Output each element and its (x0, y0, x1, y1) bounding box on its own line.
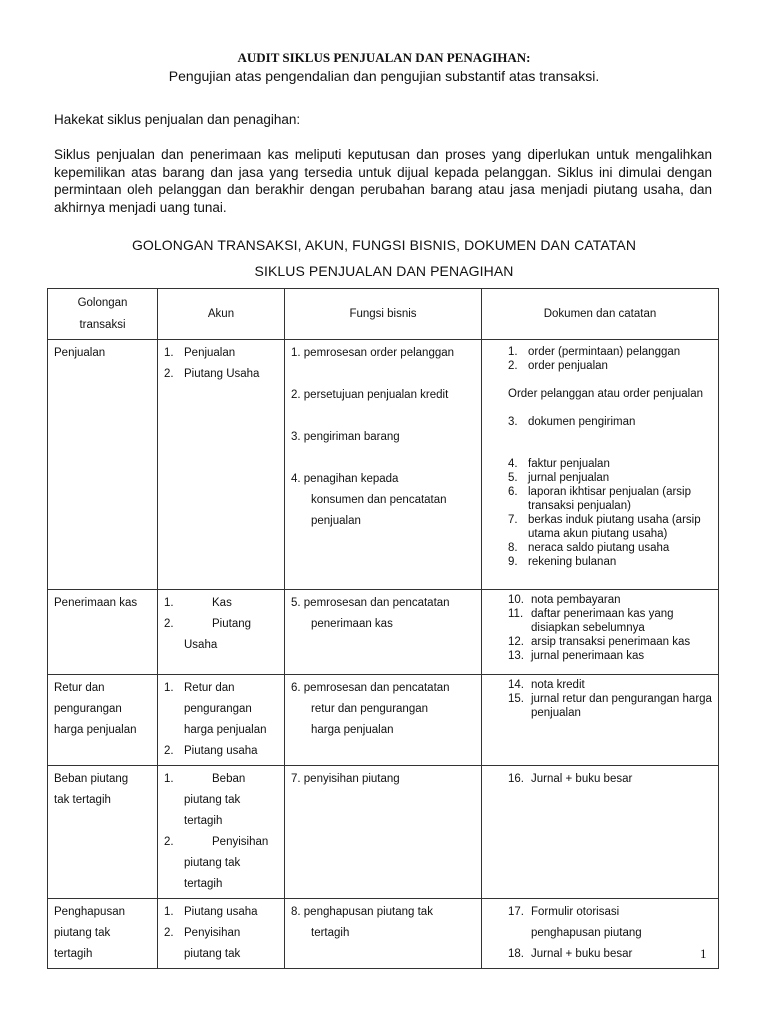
list-item: 11. daftar penerimaan kas yang disiapkan sebelumnya (508, 608, 674, 634)
cell-golongan: Penerimaan kas (48, 590, 158, 675)
cell-fungsi (285, 590, 482, 675)
list-item: 12. arsip transaksi penerimaan kas (508, 636, 691, 648)
list-item: 4. faktur penjualan (508, 458, 610, 470)
list-item: 2. Penyisihan (164, 927, 241, 939)
list-item: 1. Penjualan (164, 347, 236, 359)
list-item: harga penjualan (184, 724, 267, 736)
list-item: 1. Retur dan (164, 682, 235, 694)
cell-akun (158, 675, 285, 766)
cell-fungsi (285, 766, 482, 899)
list-item: 3. pengiriman barang (291, 431, 400, 443)
cell-akun (158, 590, 285, 675)
transactions-table (47, 288, 719, 969)
list-item: 18. Jurnal + buku besar (508, 948, 633, 960)
table-row (48, 675, 719, 766)
list-item: 10. nota pembayaran (508, 594, 621, 606)
list-item: tertagih (311, 927, 350, 939)
cell-fungsi (285, 340, 482, 590)
list-item: tertagih (184, 815, 223, 827)
table-header-row (48, 289, 719, 340)
list-item: piutang tak (184, 857, 241, 869)
list-item: piutang tak (184, 794, 241, 806)
list-item: penjualan (311, 515, 361, 527)
list-item: 5. pemrosesan dan pencatatan (291, 597, 450, 609)
list-item: penerimaan kas (311, 618, 393, 630)
list-item: 1. order (permintaan) pelanggan (508, 346, 681, 358)
list-item: 8. penghapusan piutang tak (291, 906, 433, 918)
cell-dokumen (482, 766, 719, 899)
list-item: konsumen dan pencatatan (311, 494, 447, 506)
cell-akun (158, 766, 285, 899)
intro-paragraph: Siklus penjualan dan penerimaan kas meliputi keputusan dan proses yang diperlukan untuk mengalihkan kepemilikan atas barang dan jasa yang tersedia untuk dijual kepada pelanggan. Siklus ini dimulai dengan permintaan oleh pelanggan dan berakhir dengan perubahan barang atau jasa menjadi piutang usaha, dan akhirnya menjadi uang tunai. (54, 147, 712, 215)
list-item: 2. Piutang (164, 618, 252, 630)
list-item: 14. nota kredit (508, 679, 585, 691)
cell-golongan: Penjualan (48, 340, 158, 590)
list-item: 15. jurnal retur dan pengurangan harga penjualan (508, 693, 712, 719)
list-item: 16. Jurnal + buku besar (508, 773, 633, 785)
list-item: 1. pemrosesan order pelanggan (291, 347, 455, 359)
cell-golongan: Penghapusan piutang tak tertagih (48, 899, 158, 969)
list-item: 2. Piutang usaha (164, 745, 258, 757)
list-item: 6. pemrosesan dan pencatatan (291, 682, 450, 694)
list-item: penghapusan piutang (531, 927, 642, 939)
document-title: AUDIT SIKLUS PENJUALAN DAN PENAGIHAN: (237, 50, 531, 65)
section-title-line2: SIKLUS PENJUALAN DAN PENAGIHAN (254, 263, 514, 279)
table-row (48, 766, 719, 899)
cell-dokumen (482, 340, 719, 590)
page-number: 1 (700, 946, 707, 961)
list-item: 1. Kas (164, 597, 232, 609)
list-item: retur dan pengurangan (311, 703, 429, 715)
section-title-line1: GOLONGAN TRANSAKSI, AKUN, FUNGSI BISNIS, DOKUMEN DAN CATATAN (131, 237, 637, 253)
list-item: 6. laporan ikhtisar penjualan (arsip transaksi penjualan) (508, 486, 692, 512)
table-row (48, 340, 719, 590)
header-fungsi: Fungsi bisnis (285, 289, 482, 340)
header-akun: Akun (158, 289, 285, 340)
list-item: 8. neraca saldo piutang usaha (508, 542, 670, 554)
list-item: tertagih (184, 878, 223, 890)
table-row (48, 590, 719, 675)
table-row (48, 899, 719, 969)
document-subtitle: Pengujian atas pengendalian dan pengujian substantif atas transaksi. (168, 68, 600, 84)
cell-fungsi (285, 675, 482, 766)
list-item: Usaha (184, 639, 218, 651)
header-dokumen: Dokumen dan catatan (482, 289, 719, 340)
cell-golongan: Beban piutang tak tertagih (48, 766, 158, 899)
cell-dokumen (482, 675, 719, 766)
list-item: pengurangan (184, 703, 252, 715)
list-item: 7. penyisihan piutang (291, 773, 400, 785)
list-item: 2. Penyisihan (164, 836, 269, 848)
cell-fungsi (285, 899, 482, 969)
list-item: 4. penagihan kepada (291, 473, 399, 485)
cell-akun (158, 340, 285, 590)
list-item: 2. Piutang Usaha (164, 368, 260, 380)
list-item: piutang tak (184, 948, 241, 960)
cell-dokumen (482, 590, 719, 675)
list-item: 7. berkas induk piutang usaha (arsip utama akun piutang usaha) (508, 514, 701, 540)
list-item: 1. Piutang usaha (164, 906, 258, 918)
list-item: 5. jurnal penjualan (508, 472, 610, 484)
list-item: Order pelanggan atau order penjualan (508, 388, 704, 400)
list-item: 2. order penjualan (508, 360, 608, 372)
header-golongan: Golongan transaksi (48, 289, 158, 340)
list-item: 1. Beban (164, 773, 246, 785)
list-item: 9. rekening bulanan (508, 556, 617, 568)
list-item: harga penjualan (311, 724, 394, 736)
list-item: 17. Formulir otorisasi (508, 906, 620, 918)
cell-golongan: Retur dan pengurangan harga penjualan (48, 675, 158, 766)
list-item: 3. dokumen pengiriman (508, 416, 636, 428)
list-item: 13. jurnal penerimaan kas (508, 650, 645, 662)
list-item: 2. persetujuan penjualan kredit (291, 389, 449, 401)
cell-akun (158, 899, 285, 969)
intro-heading: Hakekat siklus penjualan dan penagihan: (54, 112, 301, 127)
cell-dokumen (482, 899, 719, 969)
